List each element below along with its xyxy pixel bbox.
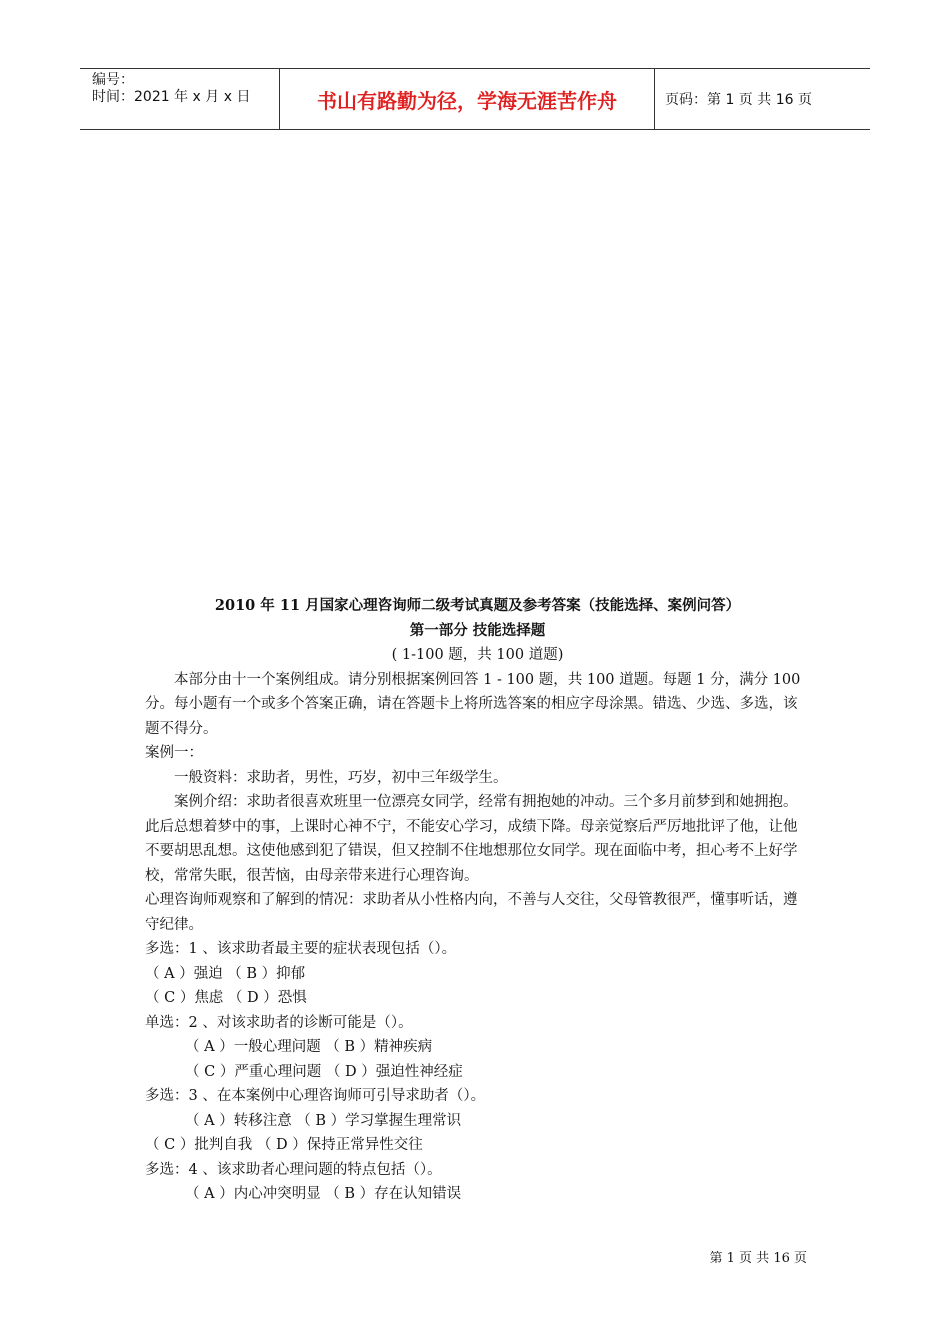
observation: 心理咨询师观察和了解到的情况：求助者从小性格内向，不善与人交往，父母管教很严，懂事听话，遵守纪律。 bbox=[145, 892, 798, 933]
intro-paragraph: 本部分由十一个案例组成。请分别根据案例回答 1 - 100 题，共 100 道题。每题 1 分，满分 100 分。每小题有一个或多个答案正确，请在答题卡上将所选答案的相应字母涂黑。错选、少选、多选，该题不得分。 bbox=[145, 671, 801, 737]
question-3: 多选：3 、在本案例中心理咨询师可引导求助者（）。 bbox=[145, 1088, 486, 1104]
part-title: 第一部分 技能选择题 bbox=[409, 621, 546, 639]
question-1: 多选：1 、该求助者最主要的症状表现包括（）。 bbox=[145, 941, 457, 957]
case-label: 案例一： bbox=[145, 745, 203, 761]
question-1-options-ab: （ A ）强迫 （ B ）抑郁 bbox=[145, 965, 306, 982]
question-2-options-ab: （ A ）一般心理问题 （ B ）精神疾病 bbox=[185, 1039, 433, 1055]
question-3-options-cd: （ C ）批判自我 （ D ）保持正常异性交往 bbox=[145, 1137, 423, 1153]
header-page-label: 页码：第 1 页 共 16 页 bbox=[665, 92, 812, 108]
case-intro: 案例介绍：求助者很喜欢班里一位漂亮女同学，经常有拥抱她的冲动。三个多月前梦到和她拥抱。此后总想着梦中的事，上课时心神不宁，不能安心学习，成绩下降。母亲觉察后严厉地批评了他，让他不要胡思乱想。这使他感到犯了错误，但又控制不住地想那位女同学。现在面临中考，担心考不上好学校，常常失眠，很苦恼，由母亲带来进行心理咨询。 bbox=[145, 794, 798, 884]
question-4-options-ab: （ A ）内心冲突明显 （ B ）存在认知错误 bbox=[185, 1186, 462, 1202]
question-2-options-cd: （ C ）严重心理问题 （ D ）强迫性神经症 bbox=[185, 1063, 463, 1080]
document-body bbox=[145, 594, 810, 1207]
page-header bbox=[80, 68, 870, 130]
question-3-options-ab: （ A ）转移注意 （ B ）学习掌握生理常识 bbox=[185, 1112, 462, 1129]
question-range: ( 1-100 题，共 100 道题) bbox=[391, 647, 564, 663]
general-info: 一般资料：求助者，男性，巧岁，初中三年级学生。 bbox=[174, 769, 508, 786]
header-motto: 书山有路勤为径，学海无涯苦作舟 bbox=[280, 69, 655, 129]
question-4: 多选：4 、该求助者心理问题的特点包括（）。 bbox=[145, 1161, 442, 1178]
question-2: 单选：2 、对该求助者的诊断可能是（）。 bbox=[145, 1014, 413, 1031]
question-1-options-cd: （ C ）焦虑 （ D ）恐惧 bbox=[145, 990, 307, 1006]
header-meta bbox=[80, 69, 280, 129]
page-footer: 第 1 页 共 16 页 bbox=[709, 1251, 807, 1266]
document-title: 2010 年 11 月国家心理咨询师二级考试真题及参考答案（技能选择、案例问答） bbox=[214, 597, 741, 614]
time-label: 时间：2021 年 x 月 x 日 bbox=[92, 89, 251, 105]
code-label: 编号： bbox=[92, 72, 134, 88]
